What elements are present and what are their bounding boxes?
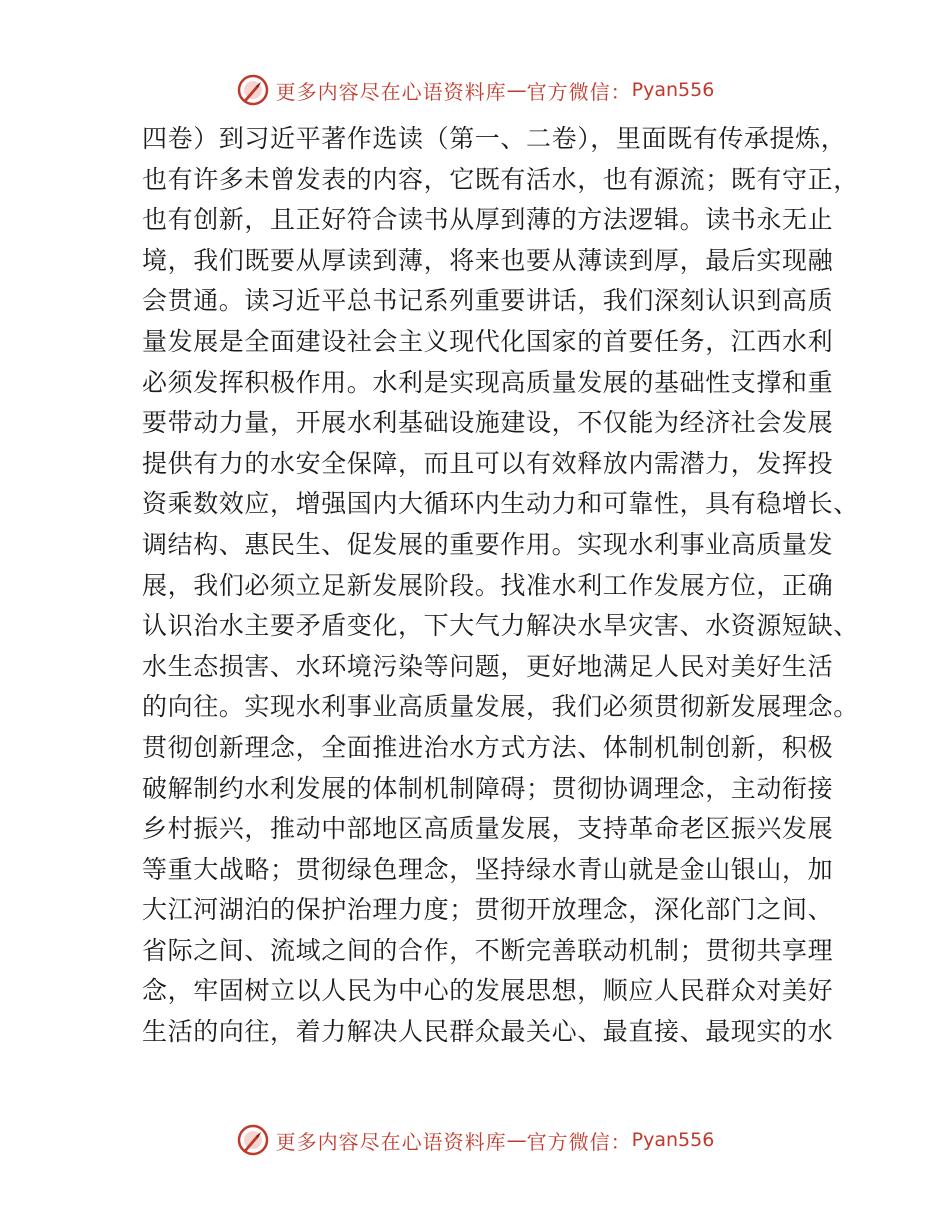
text-line: 认识治水主要矛盾变化，下大气力解决水旱灾害、水资源短缺、 [142, 611, 859, 641]
header-banner [0, 70, 950, 110]
text-line: 也有许多未曾发表的内容，它既有活水，也有源流；既有守正， [142, 164, 859, 194]
text-line: 必须发挥积极作用。水利是实现高质量发展的基础性支撑和重 [142, 367, 834, 397]
text-line: 贯彻创新理念，全面推进治水方式方法、体制机制创新，积极 [142, 732, 834, 762]
text-line: 四卷）到习近平著作选读（第一、二卷），里面既有传承提炼， [142, 124, 847, 153]
text-line: 乡村振兴，推动中部地区高质量发展，支持革命老区振兴发展 [142, 814, 834, 844]
text-line: 也有创新，且正好符合读书从厚到薄的方法逻辑。读书永无止 [142, 205, 834, 235]
text-line: 念，牢固树立以人民为中心的发展思想，顺应人民群众对美好 [142, 976, 834, 1006]
text-line: 生活的向往，着力解决人民群众最关心、最直接、最现实的水 [142, 1017, 834, 1047]
banner-separator: — [506, 78, 527, 102]
text-line: 破解制约水利发展的体制机制障碍；贯彻协调理念，主动衔接 [142, 773, 834, 803]
footer-banner [0, 1120, 950, 1160]
text-line: 的向往。实现水利事业高质量发展，我们必须贯彻新发展理念。 [142, 692, 859, 722]
text-line: 境，我们既要从厚读到薄，将来也要从薄读到厚，最后实现融 [142, 245, 834, 275]
text-line: 大江河湖泊的保护治理力度；贯彻开放理念，深化部门之间、 [142, 895, 834, 925]
text-line: 提供有力的水安全保障，而且可以有效释放内需潜力，发挥投 [142, 448, 834, 478]
text-line: 要带动力量，开展水利基础设施建设，不仅能为经济社会发展 [142, 408, 834, 438]
text-line: 量发展是全面建设社会主义现代化国家的首要任务，江西水利 [142, 326, 834, 356]
text-line: 调结构、惠民生、促发展的重要作用。实现水利事业高质量发 [142, 529, 834, 559]
text-line: 水生态损害、水环境污染等问题，更好地满足人民对美好生活 [142, 651, 834, 681]
text-line: 省际之间、流域之间的合作，不断完善联动机制；贯彻共享理 [142, 935, 834, 965]
banner-wechat-id: Pyan556 [631, 79, 715, 101]
text-line: 等重大战略；贯彻绿色理念，坚持绿水青山就是金山银山，加 [142, 854, 834, 884]
banner-wechat-label: 官方微信： [526, 1129, 632, 1154]
banner-slogan: 更多内容尽在心语资料库 [275, 79, 507, 104]
text-line: 会贯通。读习近平总书记系列重要讲话，我们深刻认识到高质 [142, 286, 834, 316]
banner-wechat-id: Pyan556 [631, 1129, 715, 1151]
pen-nib-logo-icon [236, 1123, 270, 1157]
banner-slogan: 更多内容尽在心语资料库 [275, 1129, 507, 1154]
text-line: 资乘数效应，增强国内大循环内生动力和可靠性，具有稳增长、 [142, 489, 859, 519]
text-line: 展，我们必须立足新发展阶段。找准水利工作发展方位，正确 [142, 570, 834, 600]
pen-nib-logo-icon [236, 73, 270, 107]
body-paragraph [142, 119, 859, 1053]
banner-wechat-label: 官方微信： [526, 79, 632, 104]
banner-separator: — [506, 1128, 527, 1152]
